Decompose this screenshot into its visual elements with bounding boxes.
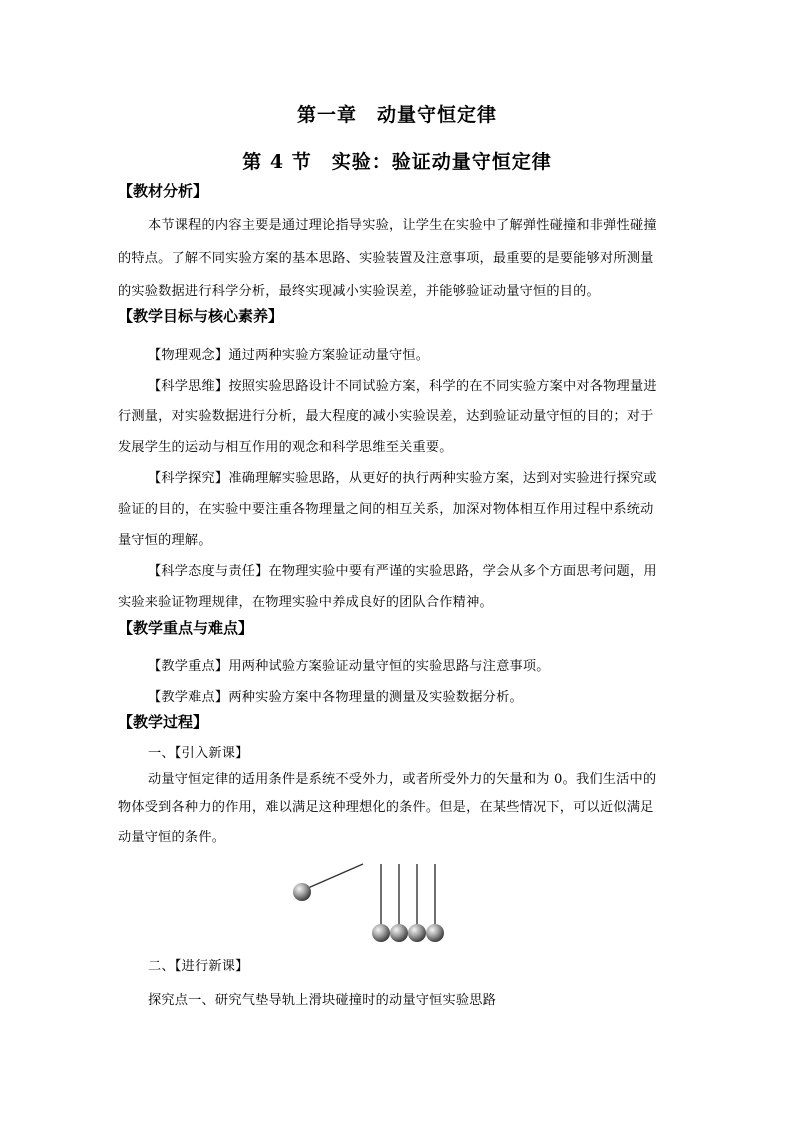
analysis-line: 本节课程的内容主要是通过理论指导实验，让学生在实验中了解弹性碰撞和非弹性碰撞	[148, 218, 657, 233]
cradle-ball	[293, 883, 311, 901]
goal-inquiry-line: 验证的目的，在实验中要注重各物理量之间的相互关系，加深对物体相互作用过程中系统动	[118, 502, 654, 517]
new-lesson-label: 二、【进行新课】	[148, 959, 249, 974]
goal-thinking-line: 行测量，对实验数据进行分析，最大程度的减小实验误差，达到验证动量守恒的目的；对于	[118, 409, 654, 424]
cradle-ball	[372, 924, 390, 942]
goal-attitude-line: 【科学态度与责任】在物理实验中要有严谨的实验思路，学会从多个方面思考问题，用	[148, 564, 657, 579]
intro-line: 物体受到各种力的作用，难以满足这种理想化的条件。但是，在某些情况下，可以近似满足	[118, 800, 654, 815]
inquiry-point: 探究点一、研究气垫导轨上滑块碰撞时的动量守恒实验思路	[148, 993, 497, 1008]
analysis-heading: 【教材分析】	[118, 182, 209, 200]
intro-line: 动量守恒定律的适用条件是系统不受外力，或者所受外力的矢量和为 0。我们生活中的	[148, 772, 657, 787]
goal-inquiry-line: 量守恒的理解。	[118, 533, 212, 548]
goal-inquiry-line: 【科学探究】准确理解实验思路，从更好的执行两种实验方案，达到对实验进行探究或	[148, 471, 657, 486]
goals-heading: 【教学目标与核心素养】	[118, 307, 284, 325]
analysis-line: 的特点。了解不同实验方案的基本思路、实验装置及注意事项，最重要的是要能够对所测量	[118, 251, 654, 266]
newtons-cradle-icon	[280, 858, 470, 948]
cradle-ball	[426, 924, 444, 942]
cradle-ball	[390, 924, 408, 942]
key-difficulty: 【教学难点】两种实验方案中各物理量的测量及实验数据分析。	[148, 690, 523, 705]
cradle-ball	[408, 924, 426, 942]
analysis-line: 的实验数据进行科学分析，最终实现减小实验误差，并能够验证动量守恒的目的。	[118, 284, 600, 299]
intro-line: 动量守恒的条件。	[118, 830, 226, 845]
goal-thinking-line: 发展学生的运动与相互作用的观念和科学思维至关重要。	[118, 440, 453, 455]
intro-label: 一、【引入新课】	[148, 746, 249, 761]
chapter-title: 第一章 动量守恒定律	[296, 104, 497, 126]
process-heading: 【教学过程】	[118, 713, 209, 731]
cradle-string	[308, 864, 363, 888]
goal-concept: 【物理观念】通过两种实验方案验证动量守恒。	[148, 348, 430, 363]
goal-attitude-line: 实验来验证物理规律，在物理实验中养成良好的团队合作精神。	[118, 595, 493, 610]
goal-thinking-line: 【科学思维】按照实验思路设计不同试验方案，科学的在不同实验方案中对各物理量进	[148, 379, 657, 394]
key-focus: 【教学重点】用两种试验方案验证动量守恒的实验思路与注意事项。	[148, 659, 550, 674]
section-title: 第 4 节 实验：验证动量守恒定律	[242, 151, 552, 173]
key-points-heading: 【教学重点与难点】	[118, 619, 254, 637]
